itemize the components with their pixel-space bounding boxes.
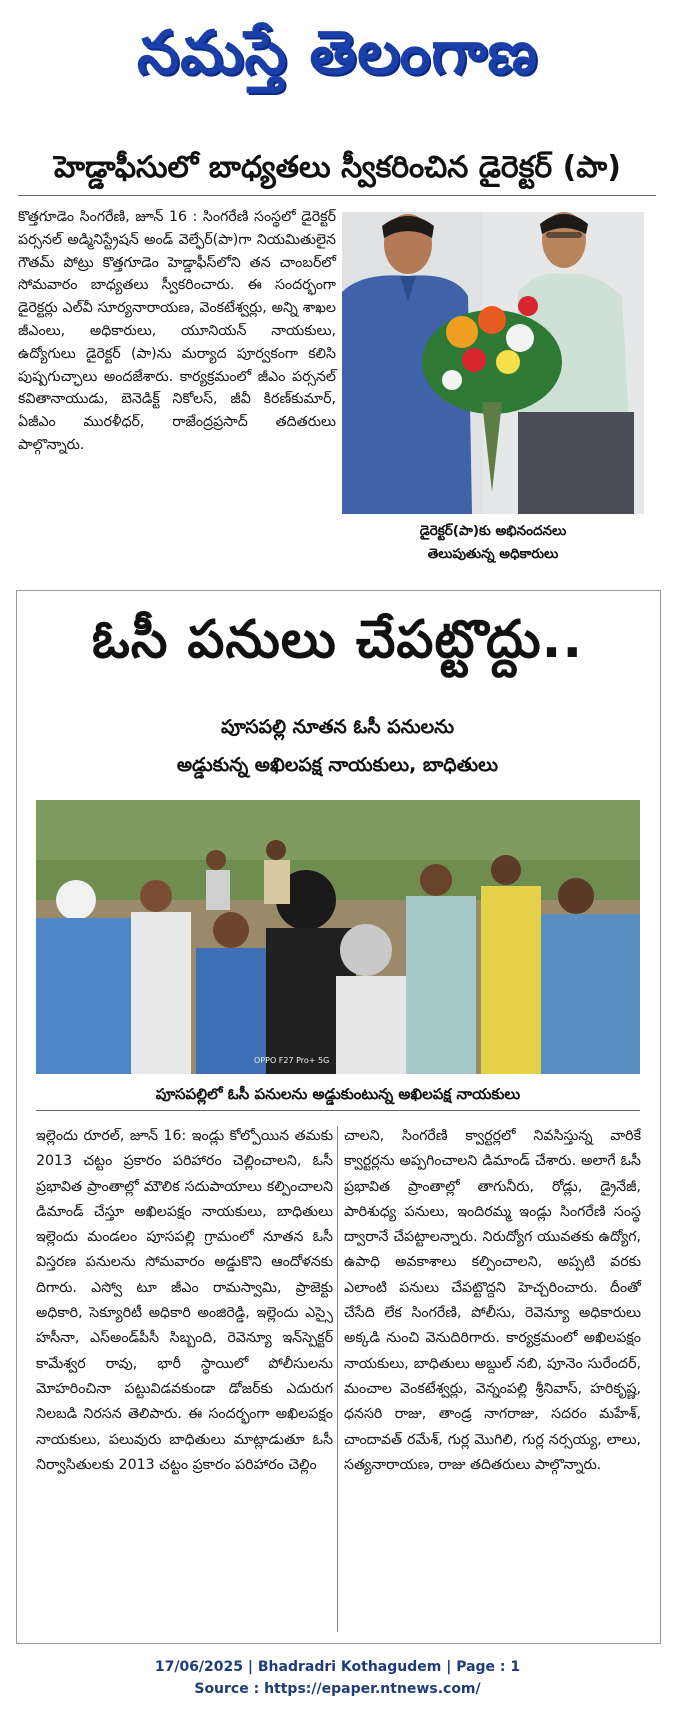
director-photo-illustration: [342, 212, 644, 514]
story1-headline: హెడ్డాఫీసులో బాధ్యతలు స్వీకరించిన డైరెక్టర్ (పా): [54, 150, 621, 185]
divider: [18, 195, 656, 196]
newspaper-title: నమస్తే తెలంగాణ: [136, 18, 539, 88]
footer-source: Source : https://epaper.ntnews.com/: [194, 1681, 481, 1697]
column-divider: [337, 1126, 338, 1632]
photo-caption: [342, 520, 644, 566]
protest-photo: [36, 800, 640, 1074]
subhead-line: పూసపల్లి నూతన ఓసీ పనులను: [220, 716, 455, 738]
story1-body: కొత్తగూడెం సింగరేణి, జూన్ 16 : సింగరేణి సంస్థలో డైరెక్టర్ పర్సనల్ అడ్మినిస్ట్రేషన్ అండ్ వెల్ఫేర్(పా)గా నియమితులైన గౌతమ్ పోట్రు కొత్తగూడెం హెడ్డాఫీస్‌లోని తన చాంబర్‌లో సోమవారం బాధ్యతలు స్వీకరించారు. ఈ సందర్భంగా డైరెక్టర్లు ఎల్‌వీ సూర్యనారాయణ, వెంకటేశ్వర్లు, అన్ని శాఖల జీఎంలు, అధికారులు, యూనియన్ నాయకులు, ఉద్యోగులు డైరెక్టర్ (పా)ను మర్యాద పూర్వకంగా కలిసి పుష్పగుచ్ఛాలు అందజేశారు. కార్యక్రమంలో జీఎం పర్సనల్ కవితానాయుడు, బెనెడిక్ట్ నికోలస్, జీవీ కిరణ్‌కుమార్, ఏజీఎం మురళీధర్, రాజేంద్రప్రసాద్ తదితరులు పాల్గొన్నారు.: [18, 209, 336, 453]
camera-watermark: OPPO F27 Pro+ 5G: [254, 1056, 330, 1065]
director-photo: [342, 212, 644, 514]
divider: [36, 1110, 640, 1111]
protest-photo-illustration: [36, 800, 640, 1074]
subhead-line: అడ్డుకున్న అఖిలపక్ష నాయకులు, బాధితులు: [176, 754, 499, 776]
masthead: [0, 0, 675, 120]
caption-line: తెలుపుతున్న అధికారులు: [427, 546, 559, 562]
page-footer: [0, 1656, 675, 1700]
protest-photo-caption: పూసపల్లిలో ఓసీ పనులను అడ్డుకుంటున్న అఖిలపక్ష నాయకులు: [155, 1085, 521, 1103]
footer-dateline: 17/06/2025 | Bhadradri Kothagudem | Page : 1: [154, 1659, 521, 1675]
caption-line: డైరెక్టర్(పా)కు అభినందనలు: [419, 523, 567, 539]
story2-body-column-2: చాలని, సింగరేణి క్వార్టర్లలో నివసిస్తున్న వారికే క్వార్టర్లను అప్పగించాలని డిమాండ్ చేశారు. అలాగే ఓసీ ప్రభావిత ప్రాంతాల్లో తాగునీరు, రోడ్లు, డ్రైనేజీ, పారిశుధ్య పనులు, ఇందిరమ్మ ఇండ్లు సింగరేణి సంస్థ ద్వారానే చేపట్టాలన్నారు. నిరుద్యోగ యువతకు ఉద్యోగ, ఉపాధి అవకాశాలు కల్పించాలని, అప్పటి వరకు ఎలాంటి పనులు చేపట్టొద్దని హెచ్చరించారు. దీంతో చేసేది లేక సింగరేణి, పోలీసు, రెవెన్యూ అధికారులు అక్కడి నుంచి వెనుదిరిగారు. కార్యక్రమంలో అఖిలపక్షం నాయకులు, బాధితులు అబ్దుల్ నబి, పూనెం సురేందర్, మంచాల వెంకటేశ్వర్లు, వెన్నంపల్లి శ్రీనివాస్, హరికృష్ణ, ధనసరి రాజు, తాండ్ర నాగరాజు, సదరం మహేశ్, చాందావత్ రమేశ్, గుర్ల మొగిలి, గుర్ల నర్సయ్య, లాలు, సత్యనారాయణ, రాజు తదితరులు పాల్గొన్నారు.: [344, 1128, 641, 1473]
story2-body-column-1: ఇల్లెందు రూరల్, జూన్ 16: ఇండ్లు కోల్పోయిన తమకు 2013 చట్టం ప్రకారం పరిహారం చెల్లించాలని, ఓసీ ప్రభావిత ప్రాంతాల్లో మౌలిక సదుపాయాలు కల్పించాలని డిమాండ్ చేస్తూ అఖిలపక్షం నాయకులు, బాధితులు ఇల్లెందు మండలం పూసపల్లి గ్రామంలో నూతన ఓసీ విస్తరణ పనులను సోమవారం అడ్డుకొని ఆందోళనకు దిగారు. ఎస్వో టూ జీఎం రామస్వామి, ప్రాజెక్టు అధికారి, సెక్యూరిటీ అధికారి అంజిరెడ్డి, ఇల్లెందు ఎస్సై హసీనా, ఎస్‌అండ్‌పీసీ సిబ్బంది, రెవెన్యూ ఇన్‌స్పెక్టర్ కామేశ్వర రావు, భారీ స్థాయిలో పోలీసులను మోహరించినా పట్టువిడవకుండా డోజర్‌కు ఎదురుగ నిలబడి నిరసన తెలిపారు. ఈ సందర్భంగా అఖిలపక్షం నాయకులు, పలువురు బాధితులు మాట్లాడుతూ ఓసీ నిర్వాసితులకు 2013 చట్టం ప్రకారం పరిహారం చెల్లిం: [36, 1128, 333, 1473]
story2-headline: ఓసీ పనులు చేపట్టొద్దు..: [91, 610, 584, 670]
story2-subhead: [20, 708, 655, 784]
